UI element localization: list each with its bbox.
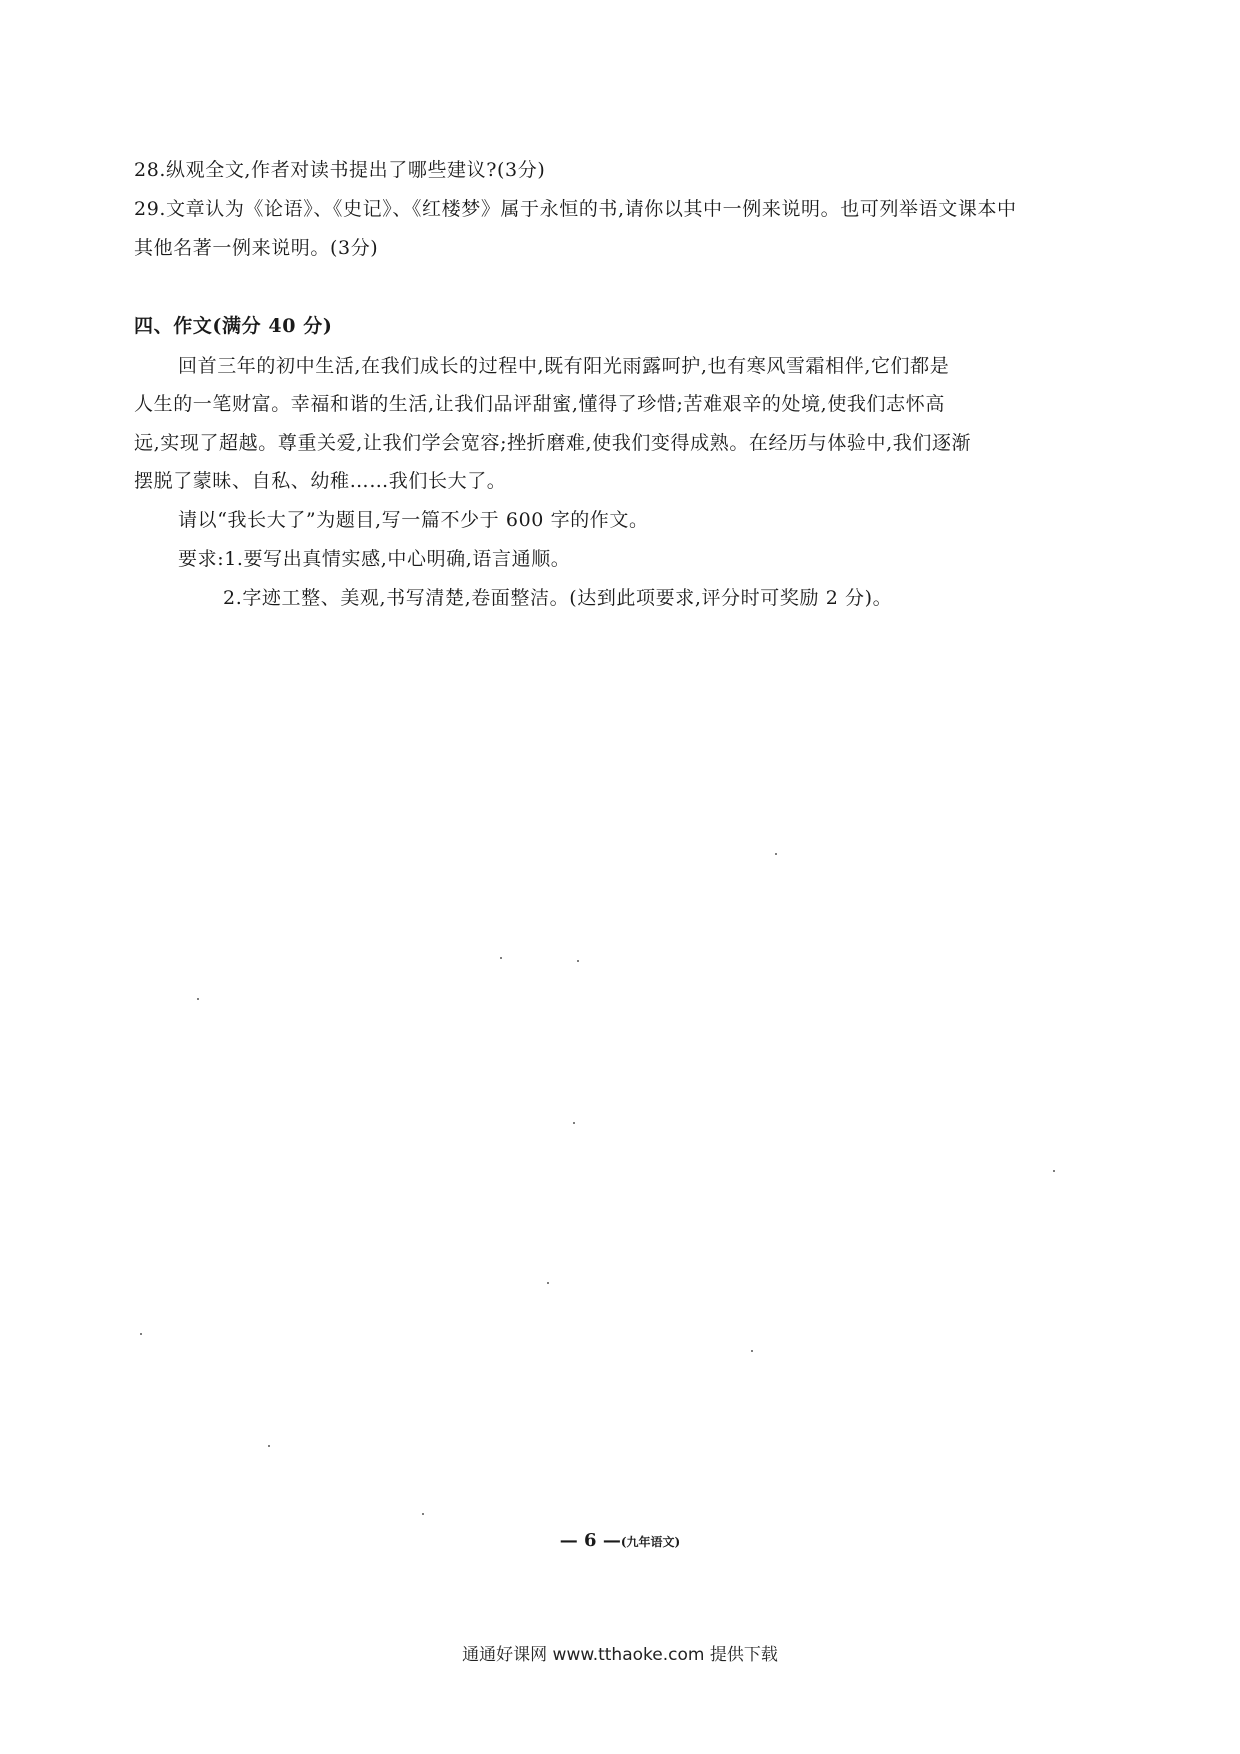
- composition-requirement-2: 2.字迹工整、美观,书写清楚,卷面整洁。(达到此项要求,评分时可奖励 2 分)。: [223, 587, 893, 609]
- question-28: 28.纵观全文,作者对读书提出了哪些建议?(3分): [134, 159, 546, 181]
- scan-speck: [1053, 1170, 1055, 1172]
- scan-speck: [197, 998, 199, 1000]
- scan-speck: [775, 853, 777, 855]
- scan-speck: [573, 1122, 575, 1124]
- composition-prompt: 请以“我长大了”为题目,写一篇不少于 600 字的作文。: [178, 509, 649, 531]
- question-29-line-2: 其他名著一例来说明。(3分): [134, 237, 379, 259]
- page-number-suffix: (九年语文): [620, 1535, 681, 1549]
- scan-speck: [547, 1282, 549, 1284]
- scan-speck: [422, 1513, 424, 1515]
- download-source-note: 通通好课网 www.tthaoke.com 提供下载: [462, 1645, 778, 1665]
- question-29-line-1: 29.文章认为《论语》、《史记》、《红楼梦》属于永恒的书,请你以其中一例来说明。也可列举语文课本中: [134, 198, 1017, 220]
- composition-paragraph-line-1: 回首三年的初中生活,在我们成长的过程中,既有阳光雨露呵护,也有寒风雪霜相伴,它们都是: [178, 355, 950, 377]
- composition-paragraph-line-4: 摆脱了蒙昧、自私、幼稚……我们长大了。: [134, 470, 507, 492]
- scan-speck: [140, 1333, 142, 1335]
- page-number: [0, 1530, 1240, 1551]
- scan-speck: [500, 957, 502, 959]
- composition-paragraph-line-2: 人生的一笔财富。幸福和谐的生活,让我们品评甜蜜,懂得了珍惜;苦难艰辛的处境,使我们志怀高: [134, 393, 945, 415]
- composition-heading: 四、作文(满分 40 分): [134, 315, 333, 337]
- scan-speck: [577, 960, 579, 962]
- composition-paragraph-line-3: 远,实现了超越。尊重关爱,让我们学会宽容;挫折磨难,使我们变得成熟。在经历与体验中,我们逐渐: [134, 432, 972, 454]
- scan-speck: [268, 1445, 270, 1447]
- scan-speck: [751, 1350, 753, 1352]
- composition-requirement-1: 要求:1.要写出真情实感,中心明确,语言通顺。: [178, 548, 571, 570]
- page-number-value: — 6 —: [559, 1530, 621, 1551]
